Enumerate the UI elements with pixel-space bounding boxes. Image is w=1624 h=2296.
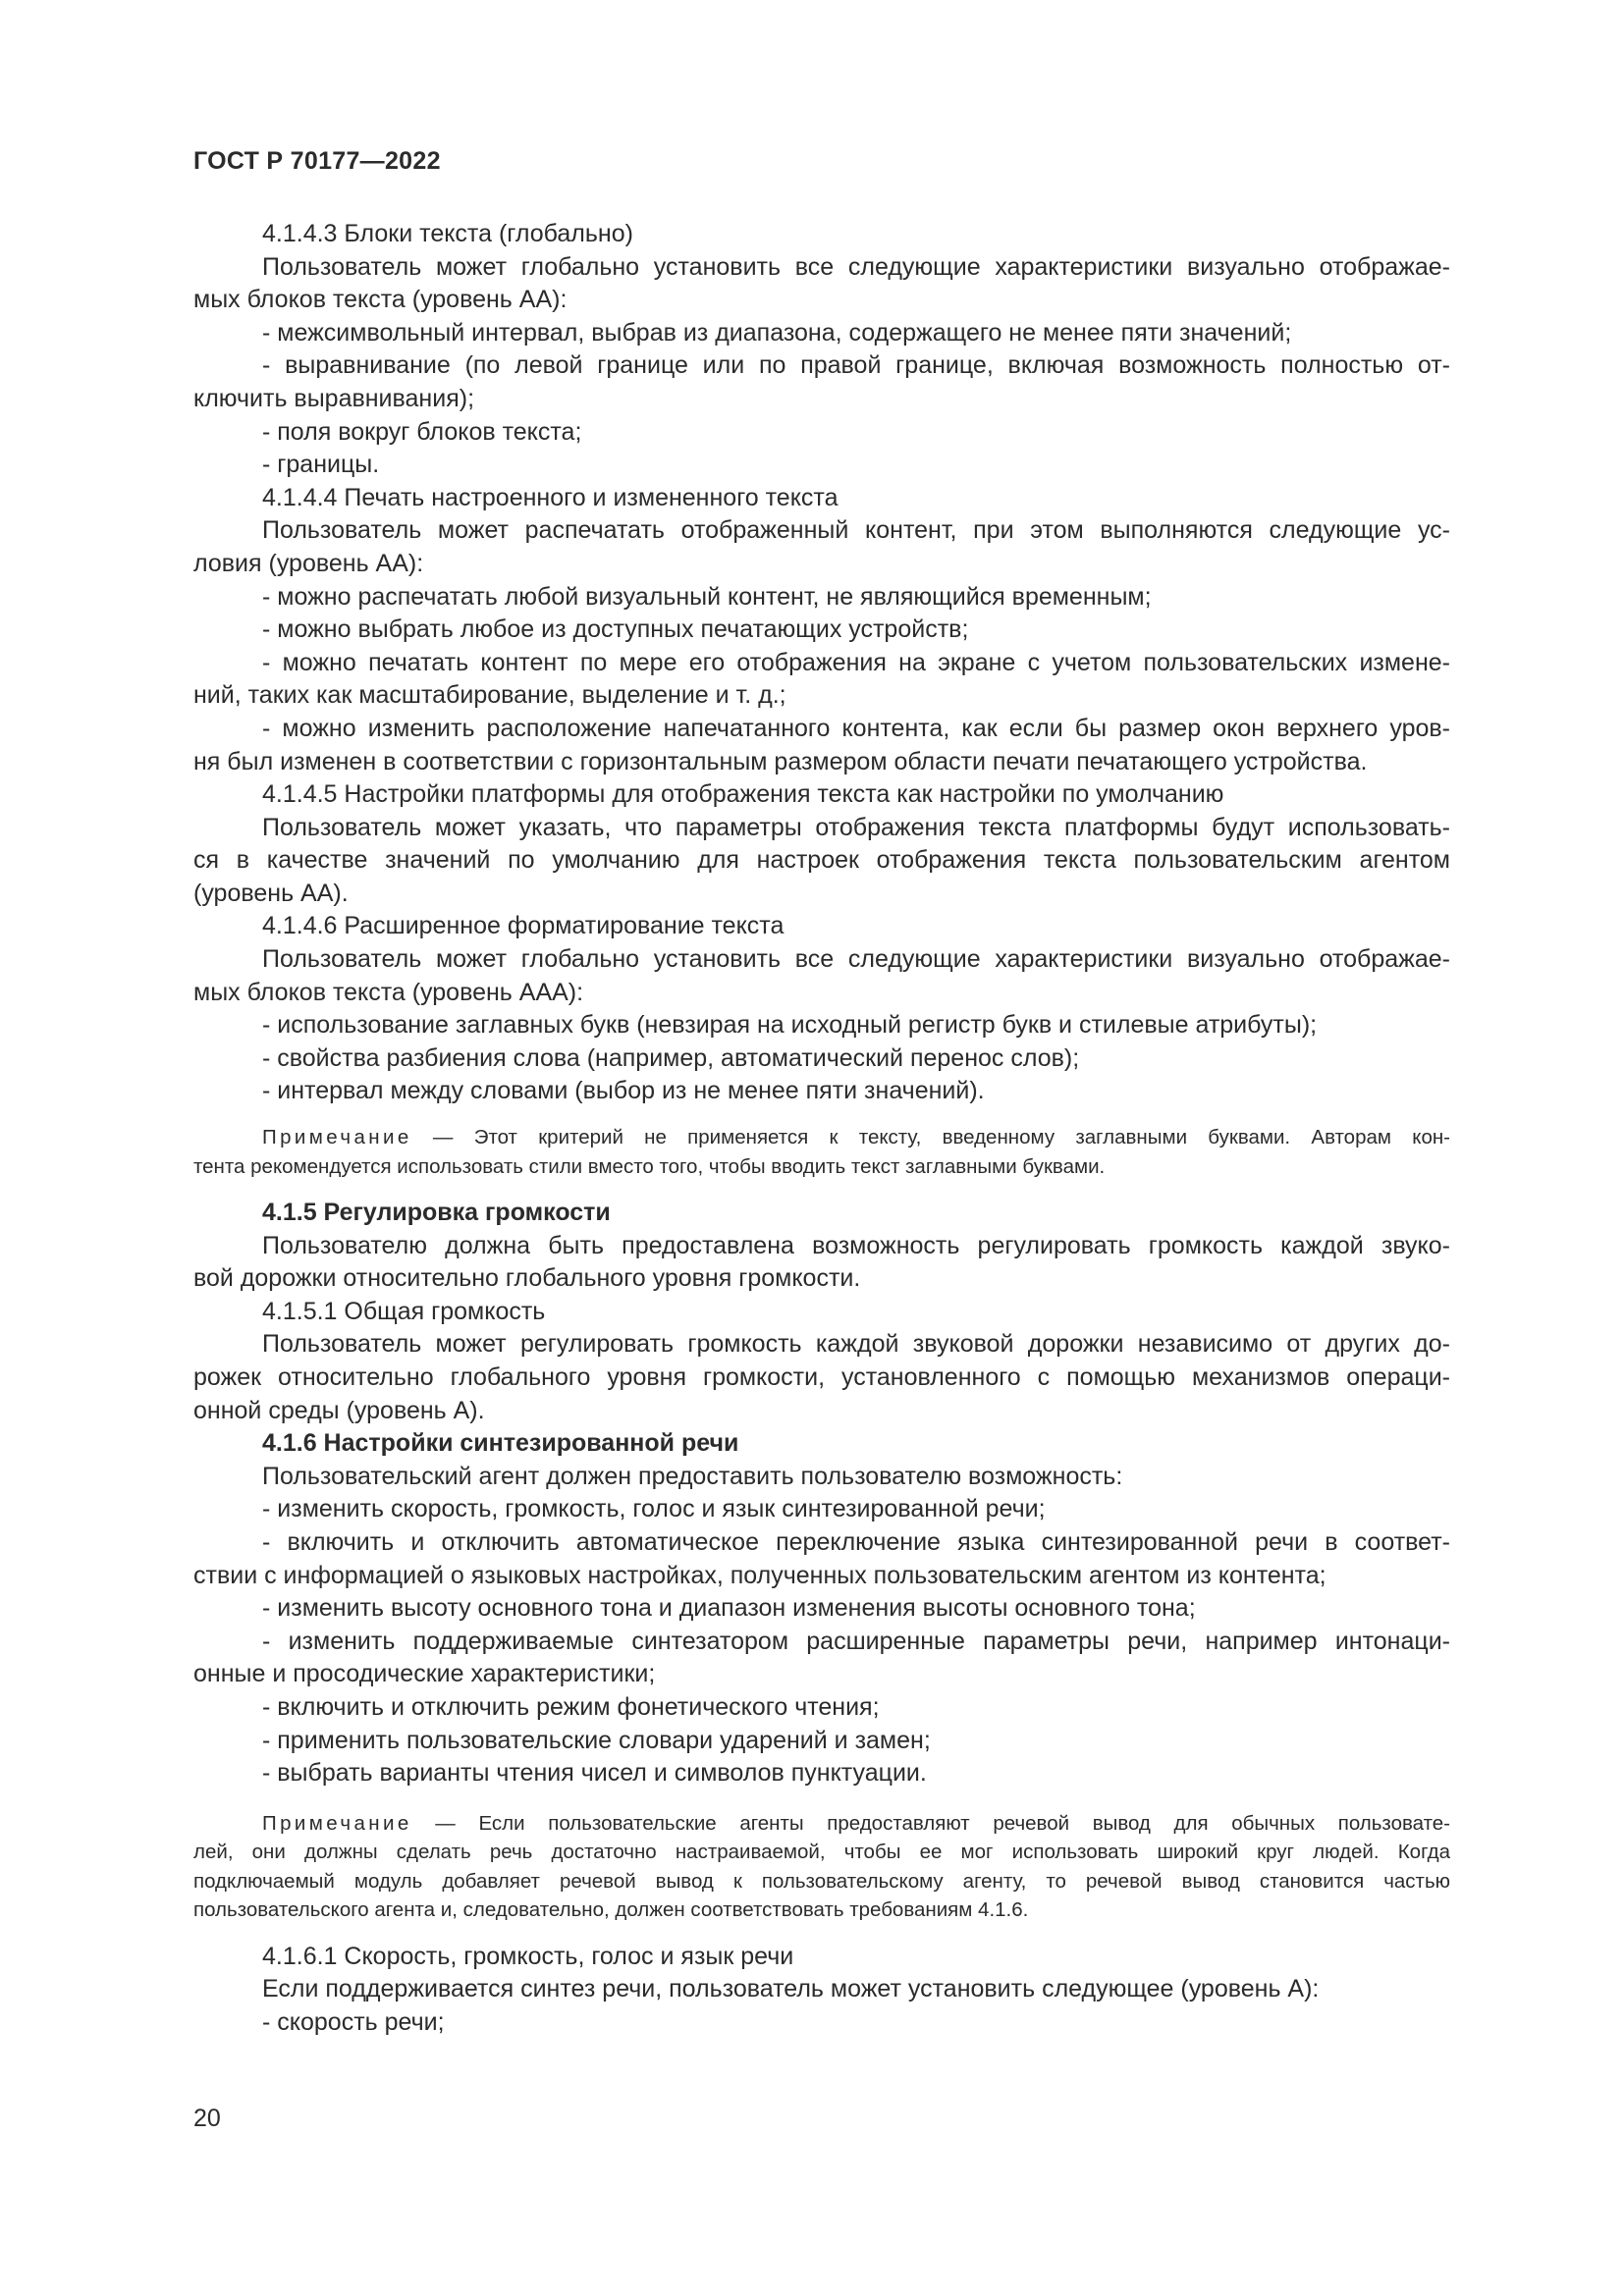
list-item: - изменить поддерживаемые синтезатором расширенные параметры речи, например интонаци- xyxy=(262,1627,1450,1655)
list-item: - можно выбрать любое из доступных печатающих устройств; xyxy=(262,615,969,644)
list-item: - поля вокруг блоков текста; xyxy=(262,417,582,446)
body-text-line: онной среды (уровень А). xyxy=(193,1396,485,1424)
list-item-continuation: ний, таких как масштабирование, выделение и т. д.; xyxy=(193,681,786,710)
body-text-line: Пользователь может глобально установить все следующие характеристики визуально отображае- xyxy=(262,252,1450,281)
list-item: - выравнивание (по левой границе или по правой границе, включая возможность полностью от- xyxy=(262,351,1450,380)
list-item: - выбрать варианты чтения чисел и символов пунктуации. xyxy=(262,1759,927,1788)
body-text-line: ловия (уровень АА): xyxy=(193,549,424,577)
body-text-line: Если поддерживается синтез речи, пользователь может установить следующее (уровень А): xyxy=(262,1975,1320,2003)
list-item-continuation: ключить выравнивания); xyxy=(193,384,475,412)
note-line: тента рекомендуется использовать стили вместо того, чтобы вводить текст заглавными буквами. xyxy=(193,1154,1106,1178)
list-item: - можно изменить расположение напечатанного контента, как если бы размер окон верхнего уров- xyxy=(262,714,1450,742)
body-text-line: Пользователь может глобально установить все следующие характеристики визуально отображае- xyxy=(262,945,1450,974)
list-item: - использование заглавных букв (невзирая на исходный регистр букв и стилевые атрибуты); xyxy=(262,1011,1318,1040)
page-number: 20 xyxy=(193,2105,221,2132)
body-text-line: вой дорожки относительно глобального уровня громкости. xyxy=(193,1264,861,1293)
list-item: - скорость речи; xyxy=(262,2007,445,2036)
body-text-line: Пользователю должна быть предоставлена возможность регулировать громкость каждой звуко- xyxy=(262,1231,1450,1259)
note-label: Примечание xyxy=(262,1811,412,1835)
note-line: лей, они должны сделать речь достаточно настраиваемой, чтобы ее мог использовать широкий круг людей. Когда xyxy=(193,1841,1450,1864)
note-block xyxy=(193,1123,1450,1181)
page-body xyxy=(193,218,1450,2040)
note-line: подключаемый модуль добавляет речевой вывод к пользовательскому агенту, то речевой вывод становится частью xyxy=(193,1869,1450,1893)
list-item: - изменить высоту основного тона и диапазон изменения высоты основного тона; xyxy=(262,1594,1196,1623)
list-item: - свойства разбиения слова (например, автоматический перенос слов); xyxy=(262,1043,1080,1072)
body-text-line: мых блоков текста (уровень ААА): xyxy=(193,978,584,1006)
document-code-header: ГОСТ Р 70177—2022 xyxy=(193,147,441,175)
body-text-line: ся в качестве значений по умолчанию для настроек отображения текста пользовательским агентом xyxy=(193,846,1450,875)
section-heading-4-1-4-3: 4.1.4.3 Блоки текста (глобально) xyxy=(262,220,633,247)
list-item: - межсимвольный интервал, выбрав из диапазона, содержащего не менее пяти значений; xyxy=(262,318,1292,347)
list-item-continuation: онные и просодические характеристики; xyxy=(193,1660,656,1688)
section-heading-4-1-6-1: 4.1.6.1 Скорость, громкость, голос и язык речи xyxy=(262,1942,794,1970)
list-item: - границы. xyxy=(262,451,380,479)
body-text-line: Пользователь может распечатать отображенный контент, при этом выполняются следующие ус- xyxy=(262,516,1450,545)
section-heading-4-1-6: 4.1.6 Настройки синтезированной речи xyxy=(262,1429,739,1458)
body-text-line: мых блоков текста (уровень АА): xyxy=(193,286,568,314)
list-item: - включить и отключить режим фонетического чтения; xyxy=(262,1692,880,1721)
body-text-line: Пользовательский агент должен предоставить пользователю возможность: xyxy=(262,1462,1123,1490)
section-heading-4-1-5: 4.1.5 Регулировка громкости xyxy=(262,1199,611,1227)
list-item: - применить пользовательские словари ударений и замен; xyxy=(262,1726,931,1754)
note-line: Примечание — Этот критерий не применяется к тексту, введенному заглавными буквами. Авторам кон- xyxy=(262,1126,1450,1149)
note-line: Примечание — Если пользовательские агенты предоставляют речевой вывод для обычных пользовате- xyxy=(262,1811,1450,1835)
list-item: - включить и отключить автоматическое переключение языка синтезированной речи в соответ- xyxy=(262,1527,1450,1556)
body-text-line: рожек относительно глобального уровня громкости, установленного с помощью механизмов операци- xyxy=(193,1363,1450,1391)
note-line: пользовательского агента и, следовательно, должен соответствовать требованиям 4.1.6. xyxy=(193,1898,1029,1922)
section-heading-4-1-4-6: 4.1.4.6 Расширенное форматирование текста xyxy=(262,912,785,940)
body-text-line: (уровень АА). xyxy=(193,879,349,907)
section-heading-4-1-5-1: 4.1.5.1 Общая громкость xyxy=(262,1297,546,1325)
list-item: - можно печатать контент по мере его отображения на экране с учетом пользовательских измене- xyxy=(262,648,1450,676)
list-item-continuation: ня был изменен в соответствии с горизонтальным размером области печати печатающего устройства. xyxy=(193,747,1368,775)
list-item: - изменить скорость, громкость, голос и язык синтезированной речи; xyxy=(262,1495,1046,1523)
list-item-continuation: ствии с информацией о языковых настройках, полученных пользовательским агентом из контента; xyxy=(193,1561,1326,1589)
list-item: - можно распечатать любой визуальный контент, не являющийся временным; xyxy=(262,582,1152,611)
section-heading-4-1-4-4: 4.1.4.4 Печать настроенного и измененного текста xyxy=(262,483,839,511)
list-item: - интервал между словами (выбор из не менее пяти значений). xyxy=(262,1077,985,1105)
body-text-line: Пользователь может указать, что параметры отображения текста платформы будут использовать- xyxy=(262,813,1450,841)
section-heading-4-1-4-5: 4.1.4.5 Настройки платформы для отображения текста как настройки по умолчанию xyxy=(262,780,1224,809)
note-block xyxy=(193,1809,1450,1925)
body-text-line: Пользователь может регулировать громкость каждой звуковой дорожки независимо от других до- xyxy=(262,1330,1450,1359)
note-label: Примечание xyxy=(262,1126,412,1149)
